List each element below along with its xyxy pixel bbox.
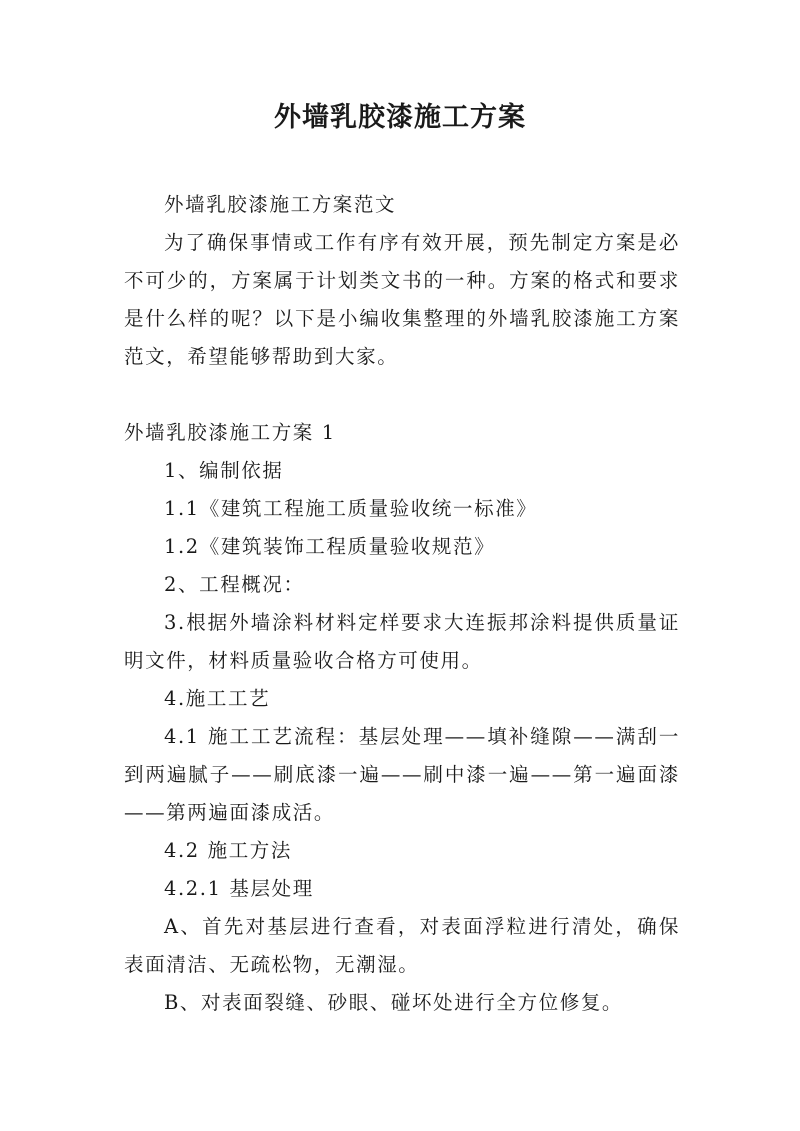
paragraph-item: 1、编制依据 <box>164 459 284 482</box>
paragraph-item: B、对表面裂缝、砂眼、碰坏处进行全方位修复。 <box>164 991 624 1014</box>
paragraph-item: 4.施工工艺 <box>164 687 271 710</box>
paragraph-item: 1.2《建筑装饰工程质量验收规范》 <box>164 535 496 558</box>
paragraph-gap <box>124 376 680 414</box>
document-title: 外墙乳胶漆施工方案 <box>274 102 526 133</box>
document-body <box>124 186 680 1022</box>
paragraph-item: 4.1 施工工艺流程：基层处理——填补缝隙——满刮一到两遍腻子——刷底漆一遍——刷中漆一遍——第一遍面漆——第两遍面漆成活。 <box>124 725 680 824</box>
paragraph-item: 1.1《建筑工程施工质量验收统一标准》 <box>164 497 538 520</box>
intro-paragraph: 为了确保事情或工作有序有效开展，预先制定方案是必不可少的，方案属于计划类文书的一种。方案的格式和要求是什么样的呢？以下是小编收集整理的外墙乳胶漆施工方案范文，希望能够帮助到大家。 <box>124 231 680 368</box>
paragraph-item: 2、工程概况： <box>164 573 305 596</box>
paragraph-item: 4.2 施工方法 <box>164 839 293 862</box>
subtitle-paragraph: 外墙乳胶漆施工方案范文 <box>164 193 397 216</box>
paragraph-item: A、首先对基层进行查看，对表面浮粒进行清处，确保表面清洁、无疏松物，无潮湿。 <box>124 915 680 976</box>
paragraph-item: 3.根据外墙涂料材料定样要求大连振邦涂料提供质量证明文件，材料质量验收合格方可使用。 <box>124 611 680 672</box>
section-heading: 外墙乳胶漆施工方案 1 <box>124 421 336 444</box>
paragraph-item: 4.2.1 基层处理 <box>164 877 314 900</box>
